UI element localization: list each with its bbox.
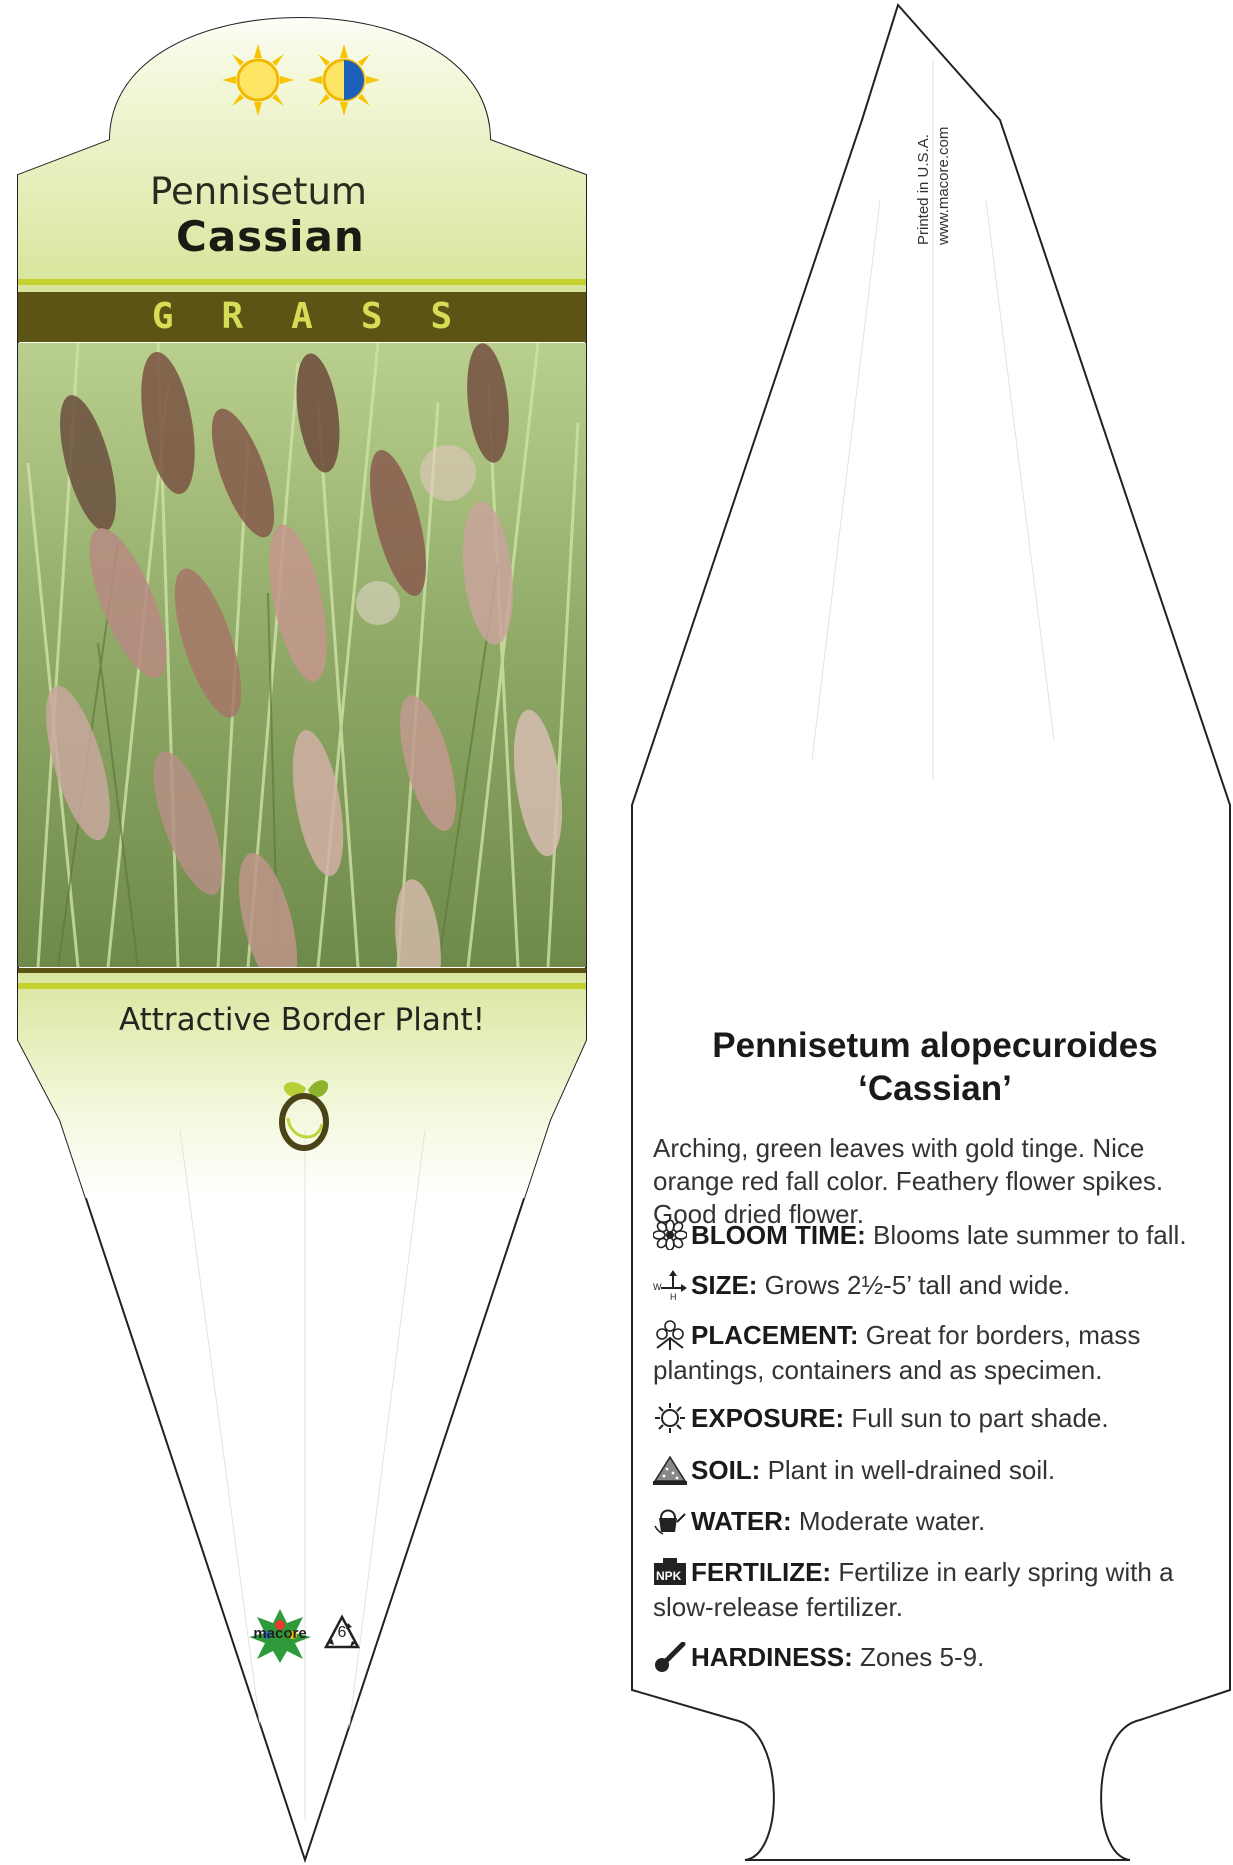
- placement-label: PLACEMENT:: [691, 1320, 859, 1350]
- bloom-time-label: BLOOM TIME:: [691, 1220, 866, 1250]
- botanical-name-line2: ‘Cassian’: [858, 1068, 1012, 1108]
- hardiness-row: [653, 1640, 1228, 1675]
- exposure-value: Full sun to part shade.: [844, 1403, 1109, 1433]
- exposure-row: [653, 1401, 1228, 1436]
- bloom-time-row: [653, 1218, 1228, 1253]
- website: www.macore.com: [935, 126, 952, 245]
- fertilize-value: Fertilize in early spring with a slow-release fertilizer.: [653, 1557, 1174, 1623]
- size-value: Grows 2½-5’ tall and wide.: [757, 1270, 1071, 1300]
- size-label: SIZE:: [691, 1270, 758, 1300]
- npk-text: NPK: [656, 1569, 682, 1583]
- thermometer-icon: [653, 1642, 687, 1672]
- sun-outline-icon: [653, 1403, 687, 1433]
- npk-icon: [653, 1557, 687, 1587]
- botanical-name-line1: Pennisetum alopecuroides: [712, 1026, 1158, 1065]
- soil-value: Plant in well-drained soil.: [760, 1455, 1056, 1485]
- fertilize-row: [653, 1555, 1228, 1625]
- watering-can-icon: [653, 1506, 687, 1536]
- size-w-letter: W: [653, 1282, 662, 1292]
- bloom-time-value: Blooms late summer to fall.: [865, 1220, 1187, 1250]
- plant-cultivar: Cassian: [176, 212, 365, 261]
- fertilize-label: FERTILIZE:: [691, 1557, 832, 1587]
- exposure-label: EXPOSURE:: [691, 1403, 845, 1433]
- recycle-code: 6: [337, 1624, 347, 1641]
- plant-genus: Pennisetum: [150, 170, 367, 213]
- water-label: WATER:: [691, 1506, 792, 1536]
- hardiness-label: HARDINESS:: [691, 1642, 853, 1672]
- soil-icon: [653, 1455, 687, 1485]
- placement-icon: [653, 1320, 687, 1350]
- brand-name: macore: [253, 1625, 307, 1642]
- size-h-letter: H: [670, 1292, 677, 1300]
- hardiness-value: Zones 5-9.: [852, 1642, 985, 1672]
- water-value: Moderate water.: [791, 1506, 986, 1536]
- printed-info: [915, 95, 955, 245]
- soil-label: SOIL:: [691, 1455, 761, 1485]
- water-row: [653, 1504, 1228, 1539]
- printed-in: Printed in U.S.A.: [915, 134, 932, 245]
- botanical-name: [640, 1025, 1230, 1110]
- size-row: [653, 1268, 1228, 1303]
- placement-value: Great for borders, mass plantings, containers and as specimen.: [653, 1320, 1141, 1386]
- category-label: GRASS: [151, 296, 501, 337]
- placement-row: [653, 1318, 1228, 1388]
- soil-row: [653, 1453, 1228, 1488]
- description: Arching, green leaves with gold tinge. Nice orange red fall color. Feathery flower spikes. Good dried flower.: [653, 1133, 1164, 1230]
- size-arrows-icon: [653, 1270, 687, 1300]
- flower-icon: [653, 1220, 687, 1250]
- slogan: Attractive Border Plant!: [118, 1002, 486, 1038]
